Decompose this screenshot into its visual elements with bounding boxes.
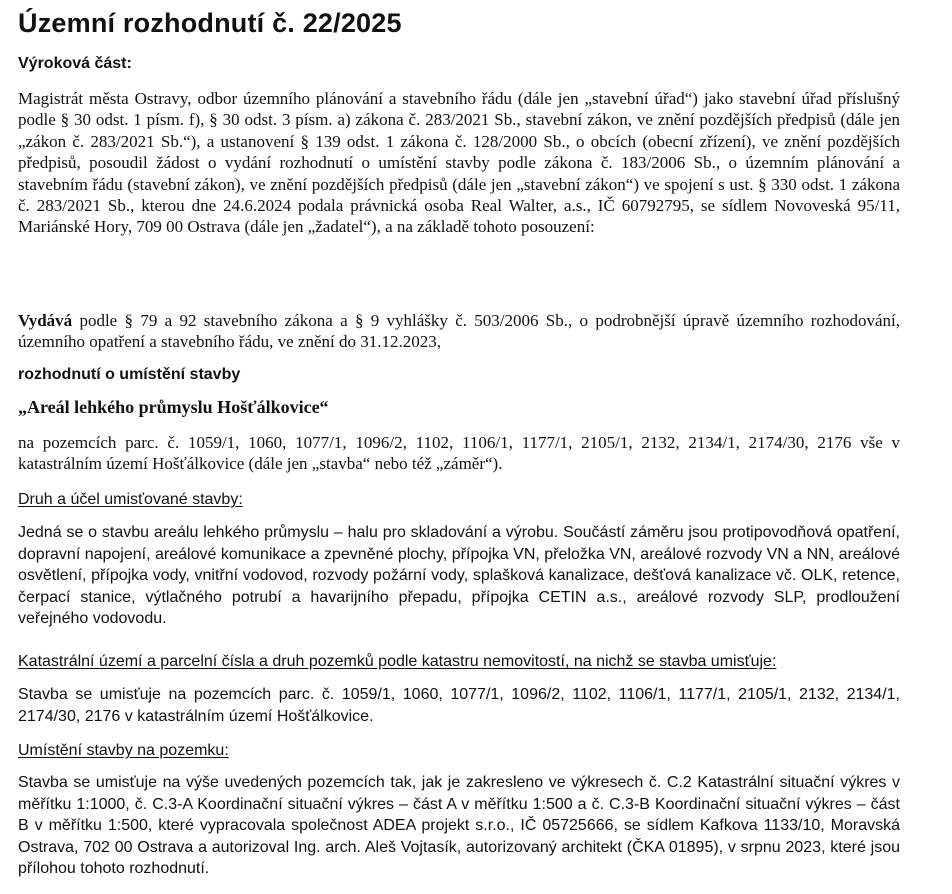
parcels-paragraph: na pozemcích parc. č. 1059/1, 1060, 1077/1, 1096/2, 1102, 1106/1, 1177/1, 2105/1, 2132, 2134/1, 2174/30, 2176 vše v katastrálním území Hošťálkovice (dále jen „stavba“ nebo též „záměr“).	[18, 433, 900, 474]
section3-text: Stavba se umisťuje na výše uvedených pozemcích tak, jak je zakresleno ve výkresech č. C.2 Katastrální situační výkres v měřítku 1:1000, č. C.3-A Koordinační situační výkres – část A v měřítku 1:500 a č. C.3-B Koordinační situační výkres – část B v měřítku 1:500, které vypracovala společnost ADEA projekt s.r.o., IČ 05725666, se sídlem Kafkova 1133/10, Moravská Ostrava, 702 00 Ostrava a autorizoval Ing. arch. Aleš Vojtasík, autorizovaný architekt (ČKA 01895), v srpnu 2023, které jsou přílohou tohoto rozhodnutí.	[18, 774, 900, 878]
section3-heading: Umístění stavby na pozemku:	[18, 742, 229, 759]
issues-paragraph	[18, 310, 900, 353]
section-heading: Výroková část:	[18, 55, 132, 72]
section2-text: Stavba se umisťuje na pozemcích parc. č. 1059/1, 1060, 1077/1, 1096/2, 1102, 1106/1, 1177/1, 2105/1, 2132, 2134/1, 2174/30, 2176 v katastrálním území Hošťálkovice.	[18, 686, 900, 725]
issues-bold: Vydává	[18, 311, 73, 330]
section1-text: Jedná se o stavbu areálu lehkého průmyslu – halu pro skladování a výrobu. Součástí záměru jsou protipovodňová opatření, dopravní napojení, areálové komunikace a zpevněné plochy, přípojka VN, přeložka VN, areálové rozvody VN a NN, areálové osvětlení, přípojka vody, vnitřní vodovod, rozvody požární vody, splašková kanalizace, dešťová kanalizace vč. OLK, retence, čerpací stanice, výtlačného potrubí a havarijního přepadu, přípojka CETIN a.s., areálové rozvody SLP, prodloužení veřejného vodovodu.	[18, 524, 900, 628]
issues-rest: podle § 79 a 92 stavebního zákona a § 9 vyhlášky č. 503/2006 Sb., o podrobnější úpravě územního rozhodování, územního opatření a stavebního řádu, ve znění do 31.12.2023,	[18, 311, 900, 352]
decision-heading: rozhodnutí o umístění stavby	[18, 366, 241, 383]
section1-heading: Druh a účel umisťované stavby:	[18, 491, 243, 508]
project-name: „Areál lehkého průmyslu Hošťálkovice“	[18, 397, 329, 417]
section2-heading: Katastrální území a parcelní čísla a druh pozemků podle katastru nemovitostí, na nichž se stavba umisťuje:	[18, 653, 777, 670]
intro-paragraph: Magistrát města Ostravy, odbor územního plánování a stavebního řádu (dále jen „stavební úřad“) jako stavební úřad příslušný podle § 30 odst. 1 písm. f), § 30 odst. 3 písm. a) zákona č. 283/2021 Sb., stavební zákon, ve znění pozdějších předpisů (dále jen „zákon č. 283/2021 Sb.“), a ustanovení § 139 odst. 1 zákona č. 128/2000 Sb., o obcích (obecní zřízení), ve znění pozdějších předpisů, posoudil žádost o vydání rozhodnutí o umístění stavby podle zákona č. 183/2006 Sb., o územním plánování a stavebním řádu (stavební zákon), ve znění pozdějších předpisů (dále jen „stavební zákon“) ve spojení s ust. § 330 odst. 1 zákona č. 283/2021 Sb., kterou dne 24.6.2024 podala právnická osoba Real Walter, a.s., IČ 60792795, se sídlem Novoveská 95/11, Mariánské Hory, 709 00 Ostrava (dále jen „žadatel“), a na základě tohoto posouzení:	[18, 89, 900, 237]
document-title: Územní rozhodnutí č. 22/2025	[18, 8, 402, 38]
